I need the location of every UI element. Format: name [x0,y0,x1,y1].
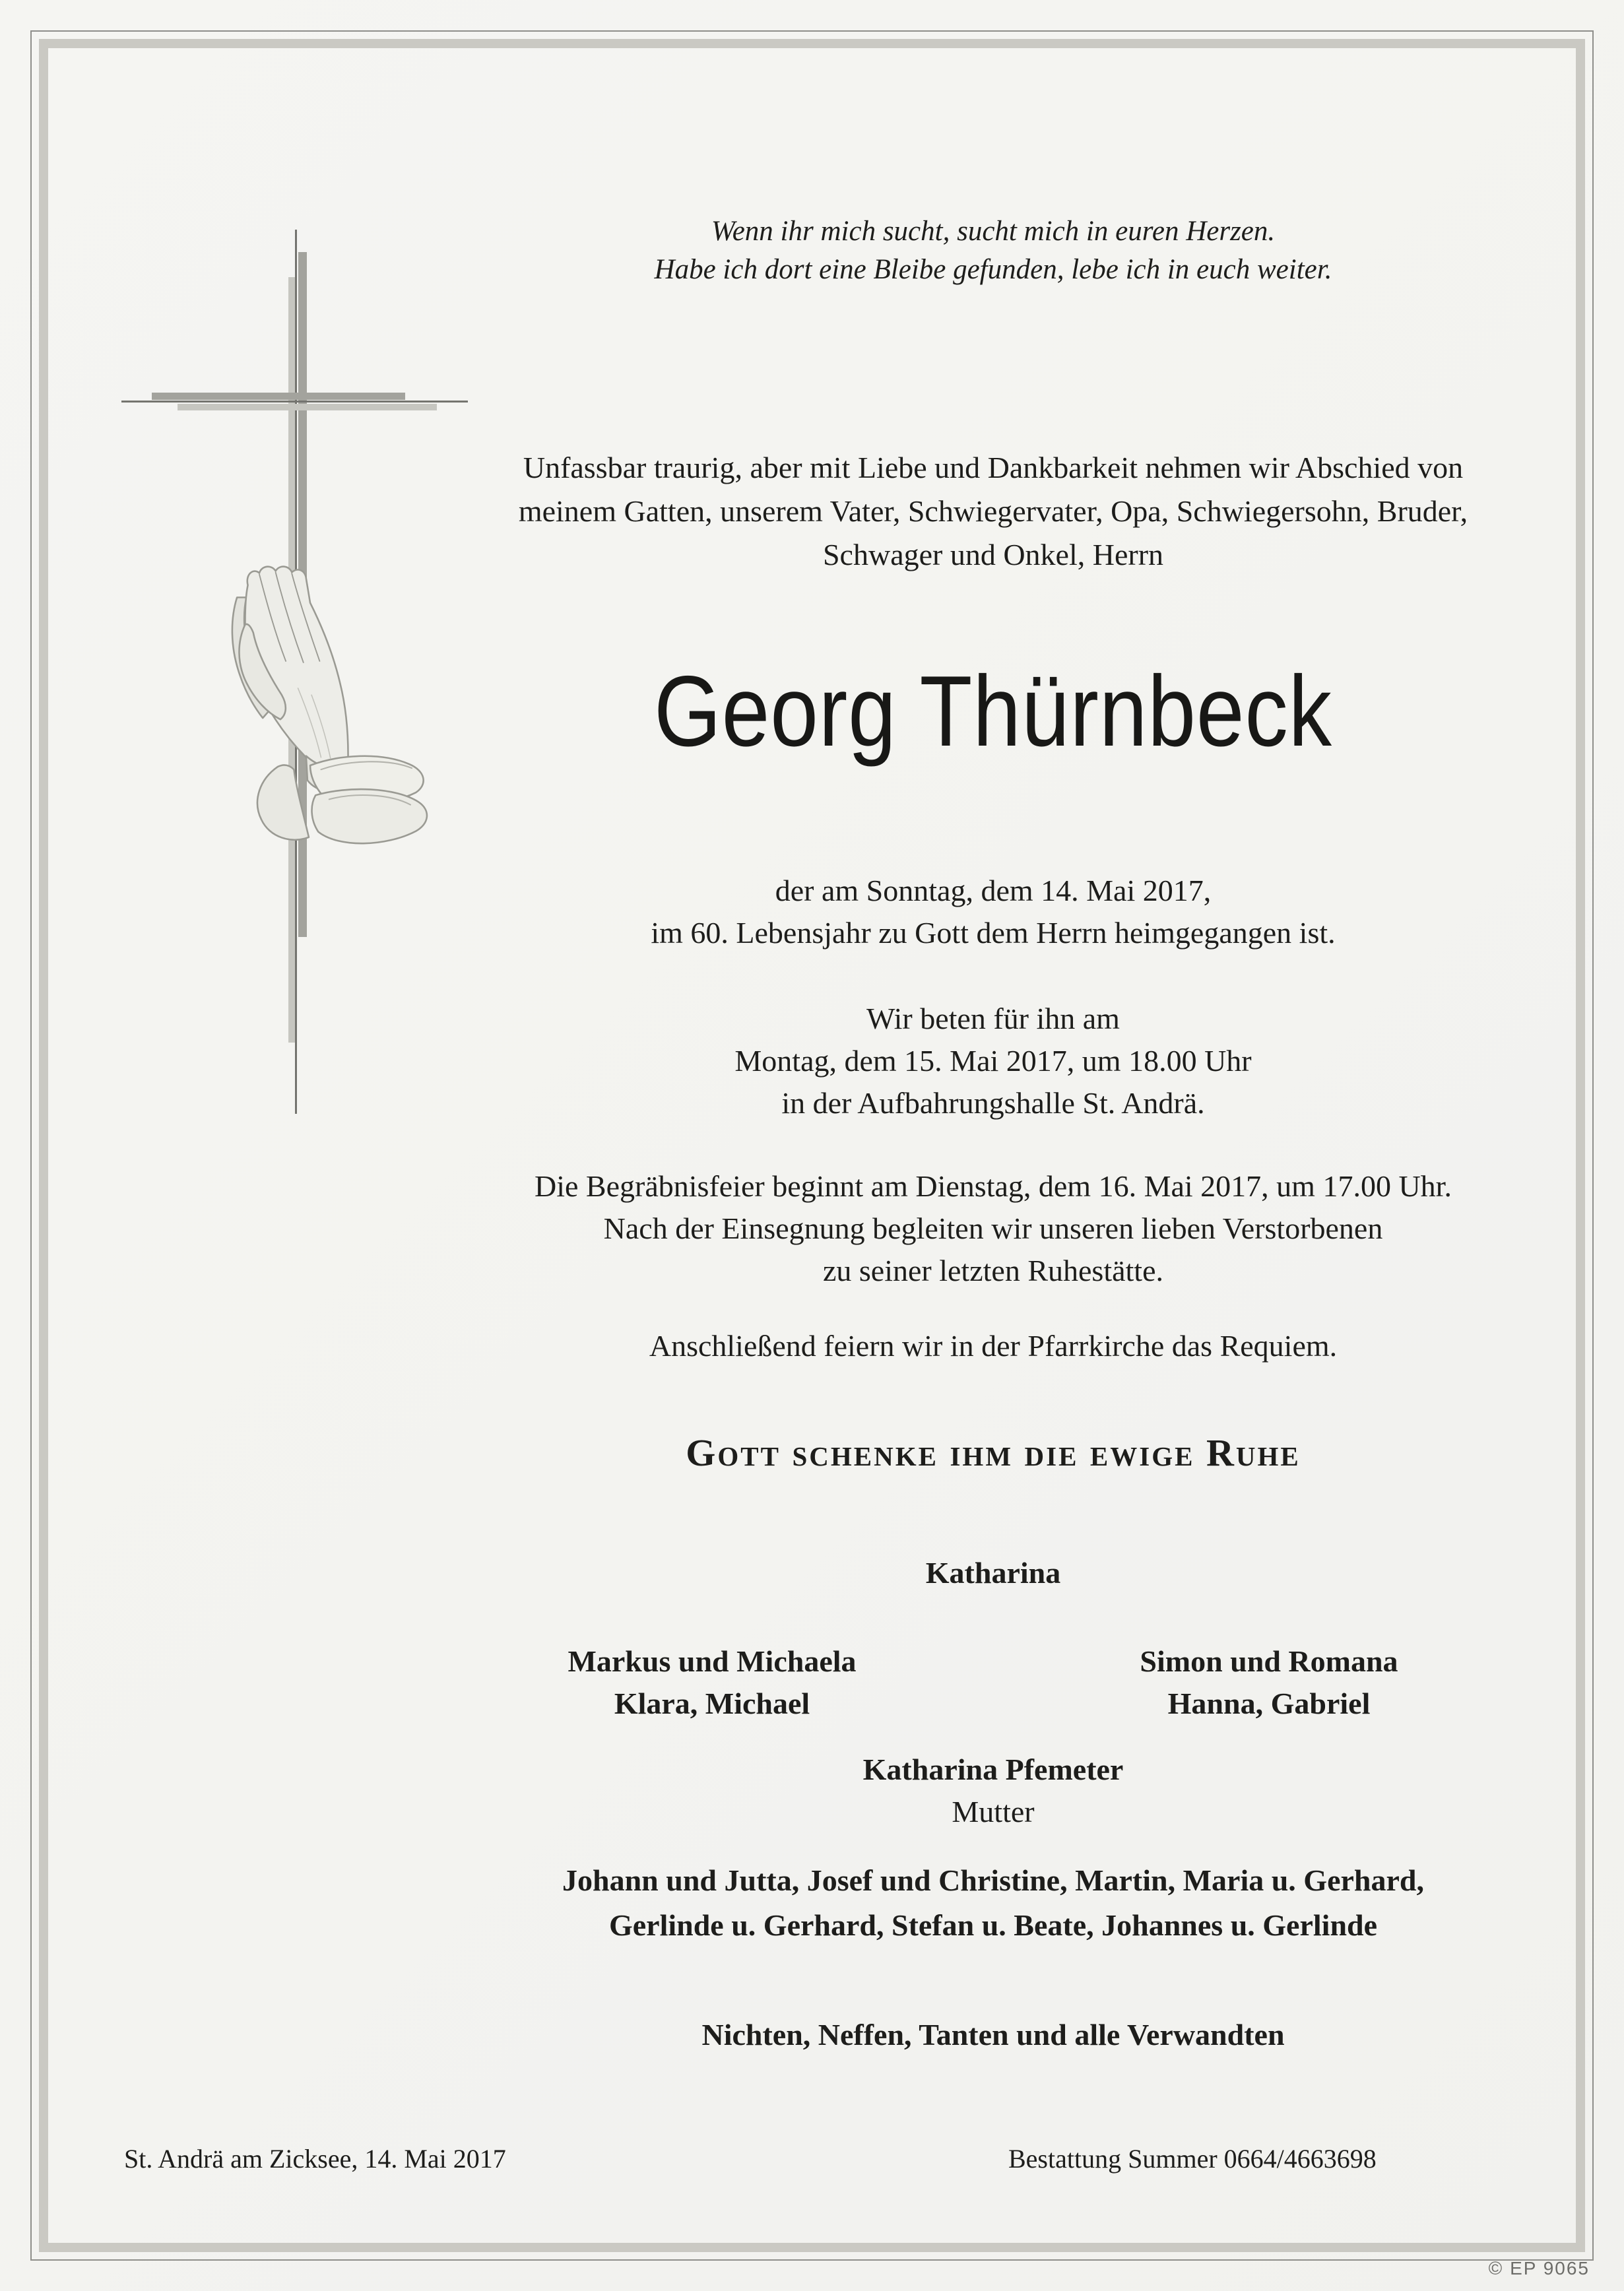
requiem-note [396,1325,1590,1367]
blessing-line [396,1431,1590,1475]
opening-verse [396,212,1590,289]
mourner-name: Markus und Michaela [568,1644,857,1678]
requiem-line: Anschließend feiern wir in der Pfarrkirche das Requiem. [649,1329,1338,1363]
deceased-name: Georg Thürnbeck [654,655,1332,767]
mourner-relation-label: Mutter [952,1795,1035,1828]
verse-line: Habe ich dort eine Bleibe gefunden, lebe ich in euch weiter. [654,254,1332,285]
blessing-text: Gott schenke ihm die ewige Ruhe [686,1431,1301,1474]
mourners-siblings [396,1858,1590,1948]
mourners-right-column [939,1640,1599,1725]
footer-funeral-home: Bestattung Summer 0664/4663698 [1008,2144,1377,2174]
death-date-paragraph [396,870,1590,954]
prayer-announcement [396,998,1590,1124]
mourner-name: Klara, Michael [614,1687,810,1720]
intro-line: meinem Gatten, unserem Vater, Schwiegervater, Opa, Schwiegersohn, Bruder, [518,494,1468,528]
funeral-line: Nach der Einsegnung begleiten wir unseren lieben Verstorbenen [603,1211,1383,1245]
funeral-line: Die Begräbnisfeier beginnt am Dienstag, dem 16. Mai 2017, um 17.00 Uhr. [535,1169,1452,1203]
mourner-name: Katharina Pfemeter [862,1753,1124,1786]
mourner-name: Gerlinde u. Gerhard, Stefan u. Beate, Johannes u. Gerlinde [608,1908,1378,1942]
mourner-widow [396,1552,1590,1594]
mourner-name: Nichten, Neffen, Tanten und alle Verwandten [701,2018,1285,2051]
print-code: © EP 9065 [1488,2258,1590,2278]
introduction-paragraph [396,446,1590,577]
intro-line: Schwager und Onkel, Herrn [822,538,1164,571]
mourners-relatives [396,2014,1590,2056]
funeral-line: zu seiner letzten Ruhestätte. [822,1254,1164,1287]
praying-hands-icon [177,562,442,867]
prayer-line: in der Aufbahrungshalle St. Andrä. [781,1086,1205,1120]
death-line: der am Sonntag, dem 14. Mai 2017, [775,874,1212,907]
mourner-name: Simon und Romana [1140,1644,1398,1678]
cross-horizontal-medium-bar [152,393,405,400]
mourner-name: Johann und Jutta, Josef und Christine, Martin, Maria u. Gerhard, [562,1863,1424,1897]
prayer-line: Montag, dem 15. Mai 2017, um 18.00 Uhr [734,1044,1252,1078]
mourner-mother [396,1749,1590,1833]
funeral-announcement [396,1165,1590,1292]
intro-line: Unfassbar traurig, aber mit Liebe und Dankbarkeit nehmen wir Abschied von [523,451,1464,484]
prayer-line: Wir beten für ihn am [866,1002,1120,1035]
deceased-name-block [396,655,1590,767]
death-line: im 60. Lebensjahr zu Gott dem Herrn heimgegangen ist. [651,916,1336,950]
cross-horizontal-light-bar [178,404,437,410]
cross-horizontal-line [121,401,468,403]
mourner-name: Katharina [925,1556,1061,1590]
footer-place-date: St. Andrä am Zicksee, 14. Mai 2017 [124,2144,506,2174]
verse-line: Wenn ihr mich sucht, sucht mich in euren Herzen. [711,216,1276,247]
mourner-name: Hanna, Gabriel [1167,1687,1371,1720]
